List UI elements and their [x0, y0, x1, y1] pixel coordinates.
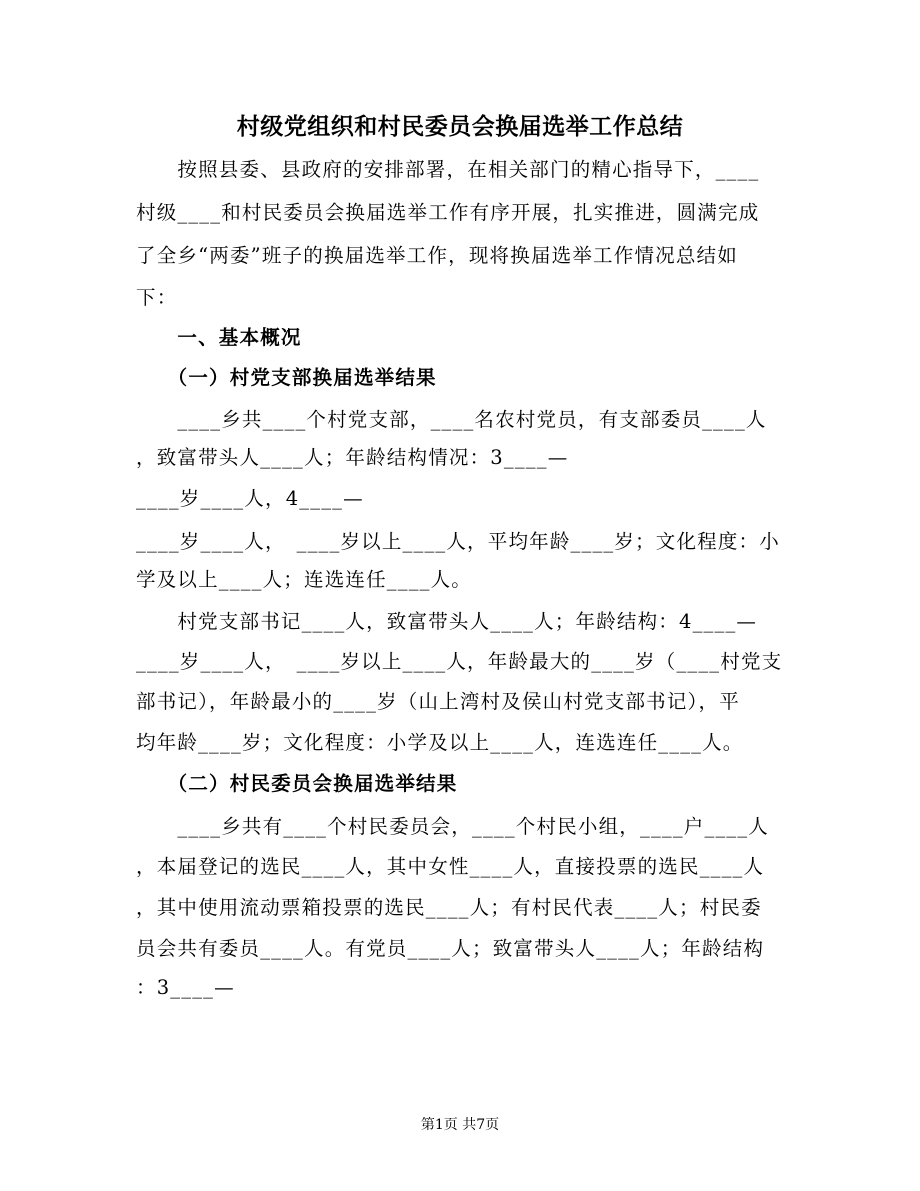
body-line: 部书记），年龄最小的____岁（山上湾村及侯山村党支部书记），平 [136, 690, 740, 713]
body-line: ____岁____人，4____— [136, 487, 364, 510]
body-line: 按照县委、县政府的安排部署，在相关部门的精心指导下，____ [136, 158, 760, 181]
section-heading: 一、基本概况 [136, 326, 302, 349]
body-line: ，致富带头人____人；年龄结构情况：3____— [136, 446, 569, 469]
body-line: ：3____— [136, 976, 235, 999]
subsection-heading: （二）村民委员会换届选举结果 [136, 772, 458, 795]
body-line: 下： [136, 286, 178, 309]
body-line: 均年龄____岁；文化程度：小学及以上____人，连选连任____人。 [136, 731, 744, 754]
page-footer: 第1页 共7页 [420, 1117, 500, 1133]
body-line: 学及以上____人；连选连任____人。 [136, 568, 473, 591]
body-line: ____乡共有____个村民委员会，____个村民小组，____户____人 [136, 815, 770, 838]
body-line: ____乡共____个村党支部，____名农村党员，有支部委员____人 [136, 408, 767, 431]
body-line: ，本届登记的选民____人，其中女性____人，直接投票的选民____人 [136, 855, 765, 878]
subsection-heading: （一）村党支部换届选举结果 [136, 366, 437, 389]
body-line: ，其中使用流动票箱投票的选民____人；有村民代表____人；村民委 [136, 896, 762, 919]
body-line: 村党支部书记____人，致富带头人____人；年龄结构：4____— [136, 610, 758, 633]
body-line: ____岁____人， ____岁以上____人，年龄最大的____岁（____村党支 [136, 650, 783, 673]
document-title: 村级党组织和村民委员会换届选举工作总结 [236, 113, 684, 140]
body-line: 村级____和村民委员会换届选举工作有序开展，扎实推进，圆满完成 [136, 201, 760, 224]
body-line: ____岁____人， ____岁以上____人，平均年龄____岁；文化程度：小 [136, 530, 780, 553]
body-line: 员会共有委员____人。有党员____人；致富带头人____人；年龄结构 [136, 937, 765, 960]
body-line: 了全乡“两委”班子的换届选举工作，现将换届选举工作情况总结如 [136, 244, 738, 267]
